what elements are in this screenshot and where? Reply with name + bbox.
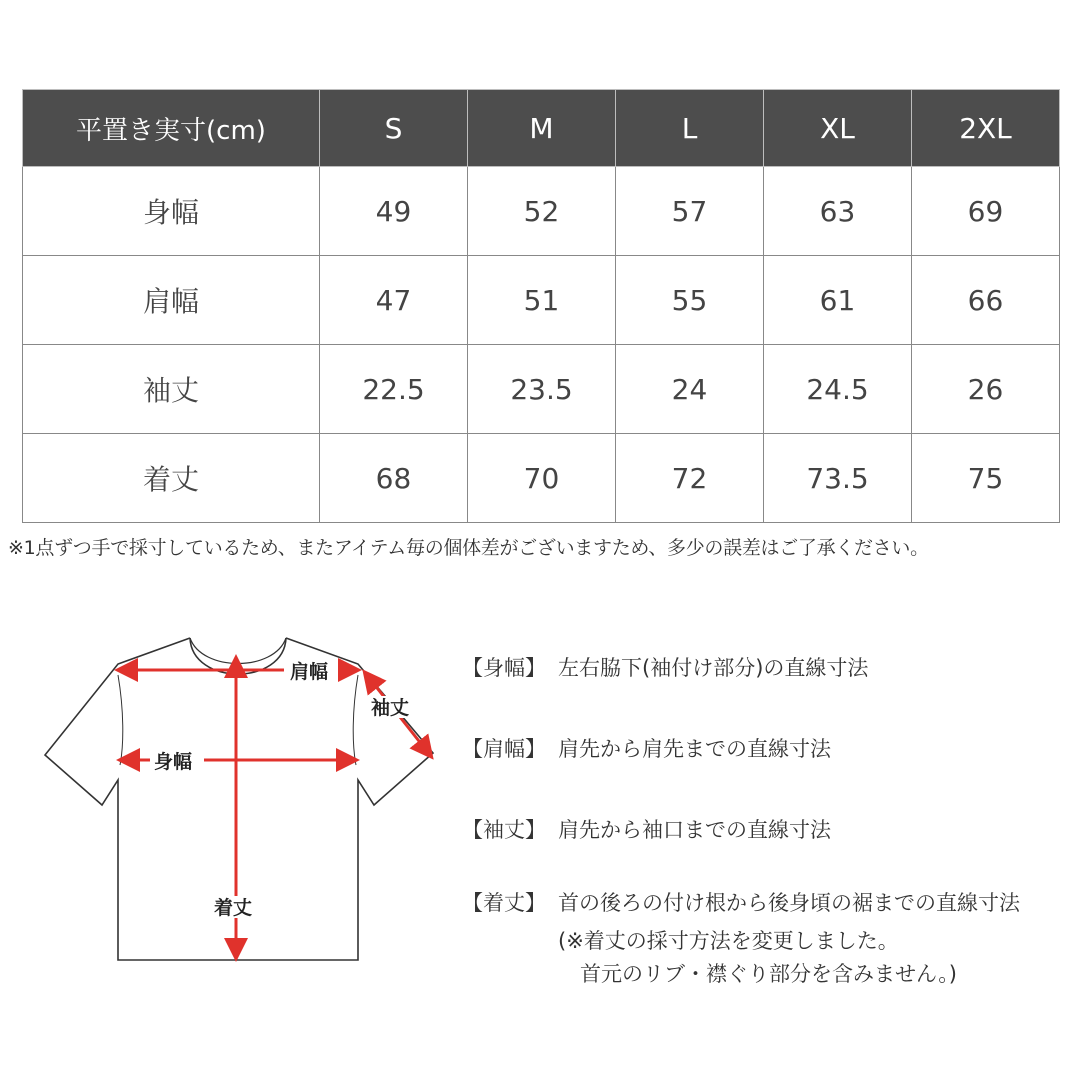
desc-tag: 【着丈】 bbox=[462, 891, 546, 915]
desc-text: 肩先から袖口までの直線寸法 bbox=[558, 818, 831, 842]
header-size-m: M bbox=[468, 90, 616, 167]
table-cell: 75 bbox=[912, 434, 1060, 523]
table-cell: 72 bbox=[616, 434, 764, 523]
shoulder-label: 肩幅 bbox=[290, 661, 329, 683]
header-size-xl: XL bbox=[764, 90, 912, 167]
length-label: 着丈 bbox=[214, 897, 253, 919]
desc-tag: 【袖丈】 bbox=[462, 818, 546, 842]
tshirt-diagram bbox=[40, 630, 450, 970]
table-cell: 68 bbox=[320, 434, 468, 523]
table-cell: 23.5 bbox=[468, 345, 616, 434]
measurement-note: ※1点ずつ手で採寸しているため、またアイテム毎の個体差がございますため、多少の誤差はご了承ください。 bbox=[8, 537, 929, 559]
table-cell: 26 bbox=[912, 345, 1060, 434]
table-cell: 49 bbox=[320, 167, 468, 256]
table-row-chest bbox=[23, 167, 1060, 256]
desc-tag: 【身幅】 bbox=[462, 656, 546, 680]
desc-shoulder bbox=[462, 733, 831, 763]
table-cell: 52 bbox=[468, 167, 616, 256]
table-cell: 57 bbox=[616, 167, 764, 256]
table-cell: 61 bbox=[764, 256, 912, 345]
table-row-shoulder bbox=[23, 256, 1060, 345]
sleeve-label: 袖丈 bbox=[371, 697, 410, 719]
table-cell: 69 bbox=[912, 167, 1060, 256]
table-cell: 55 bbox=[616, 256, 764, 345]
table-cell: 70 bbox=[468, 434, 616, 523]
table-cell: 24.5 bbox=[764, 345, 912, 434]
length-note-line1: (※着丈の採寸方法を変更しました。 bbox=[558, 929, 899, 953]
desc-sleeve bbox=[462, 814, 831, 844]
table-cell: 73.5 bbox=[764, 434, 912, 523]
header-size-l: L bbox=[616, 90, 764, 167]
table-cell: 22.5 bbox=[320, 345, 468, 434]
table-row-length bbox=[23, 434, 1060, 523]
header-unit-cell: 平置き実寸(cm) bbox=[23, 90, 320, 167]
row-label: 袖丈 bbox=[23, 345, 320, 434]
table-cell: 66 bbox=[912, 256, 1060, 345]
table-cell: 47 bbox=[320, 256, 468, 345]
desc-text: 左右脇下(袖付け部分)の直線寸法 bbox=[558, 656, 869, 680]
header-size-s: S bbox=[320, 90, 468, 167]
desc-text: 肩先から肩先までの直線寸法 bbox=[558, 737, 831, 761]
table-cell: 24 bbox=[616, 345, 764, 434]
desc-length bbox=[462, 887, 1020, 917]
row-label: 肩幅 bbox=[23, 256, 320, 345]
header-size-2xl: 2XL bbox=[912, 90, 1060, 167]
size-table bbox=[22, 89, 1060, 523]
desc-tag: 【肩幅】 bbox=[462, 737, 546, 761]
table-cell: 51 bbox=[468, 256, 616, 345]
table-header-row bbox=[23, 90, 1060, 167]
row-label: 身幅 bbox=[23, 167, 320, 256]
desc-text: 首の後ろの付け根から後身頃の裾までの直線寸法 bbox=[558, 891, 1020, 915]
table-row-sleeve bbox=[23, 345, 1060, 434]
length-note-line2: 首元のリブ・襟ぐり部分を含みません。) bbox=[580, 962, 957, 986]
desc-chest bbox=[462, 652, 868, 682]
chest-label: 身幅 bbox=[154, 751, 193, 773]
table-cell: 63 bbox=[764, 167, 912, 256]
row-label: 着丈 bbox=[23, 434, 320, 523]
